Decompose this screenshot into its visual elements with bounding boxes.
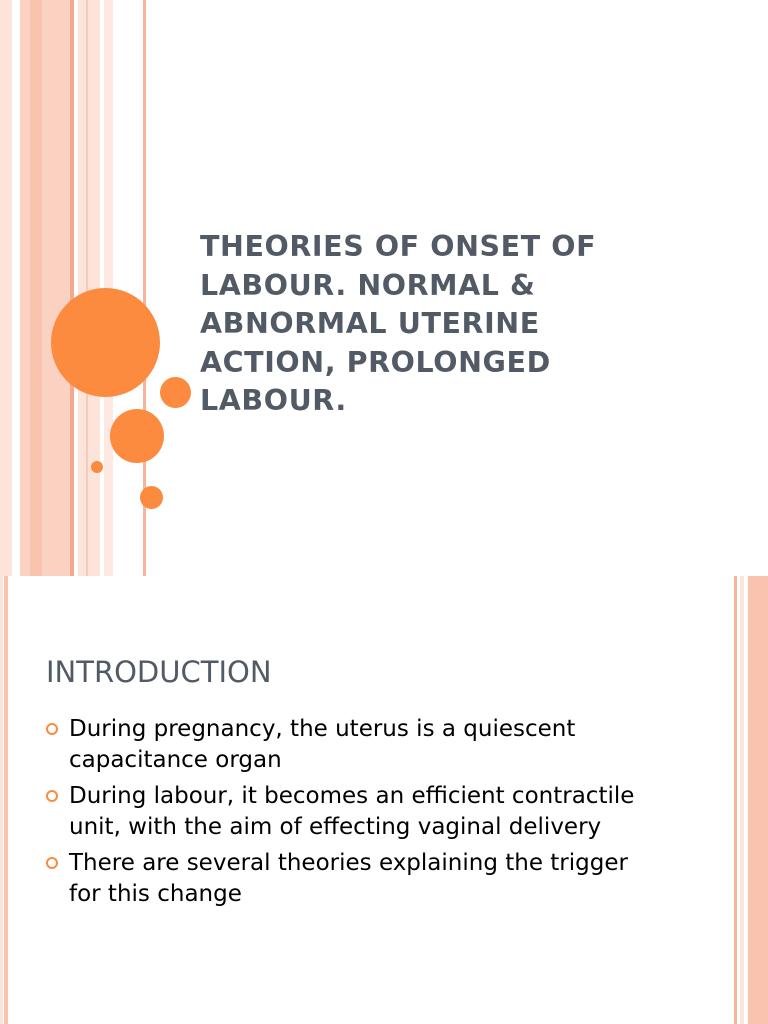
- decorative-circle-medium: [110, 409, 164, 463]
- list-item: [46, 848, 666, 910]
- decorative-circle-large: [51, 288, 160, 397]
- bullet-text: During pregnancy, the uterus is a quiescent capacitance organ: [69, 716, 576, 773]
- bullet-text: During labour, it becomes an efficient contractile unit, with the aim of effecting vaginal delivery: [69, 783, 635, 840]
- list-item: [46, 781, 666, 843]
- circle-outline-icon: [46, 790, 58, 802]
- decorative-stripes-left: [0, 576, 12, 1024]
- circle-outline-icon: [46, 857, 58, 869]
- decorative-stripes: [0, 0, 150, 576]
- circle-outline-icon: [46, 723, 58, 735]
- decorative-circle-small-lower: [140, 486, 163, 509]
- list-item: [46, 714, 666, 776]
- decorative-circle-dot: [91, 461, 103, 473]
- slide-title: THEORIES OF ONSET OF LABOUR. NORMAL & ABNORMAL UTERINE ACTION, PROLONGED LABOUR.: [200, 230, 597, 417]
- decorative-stripes-right: [730, 576, 768, 1024]
- bullet-list: [46, 714, 666, 915]
- bullet-text: There are several theories explaining the trigger for this change: [69, 850, 628, 907]
- decorative-circle-small: [160, 377, 191, 408]
- slide-heading: INTRODUCTION: [46, 655, 272, 689]
- introduction-slide: [0, 576, 768, 1024]
